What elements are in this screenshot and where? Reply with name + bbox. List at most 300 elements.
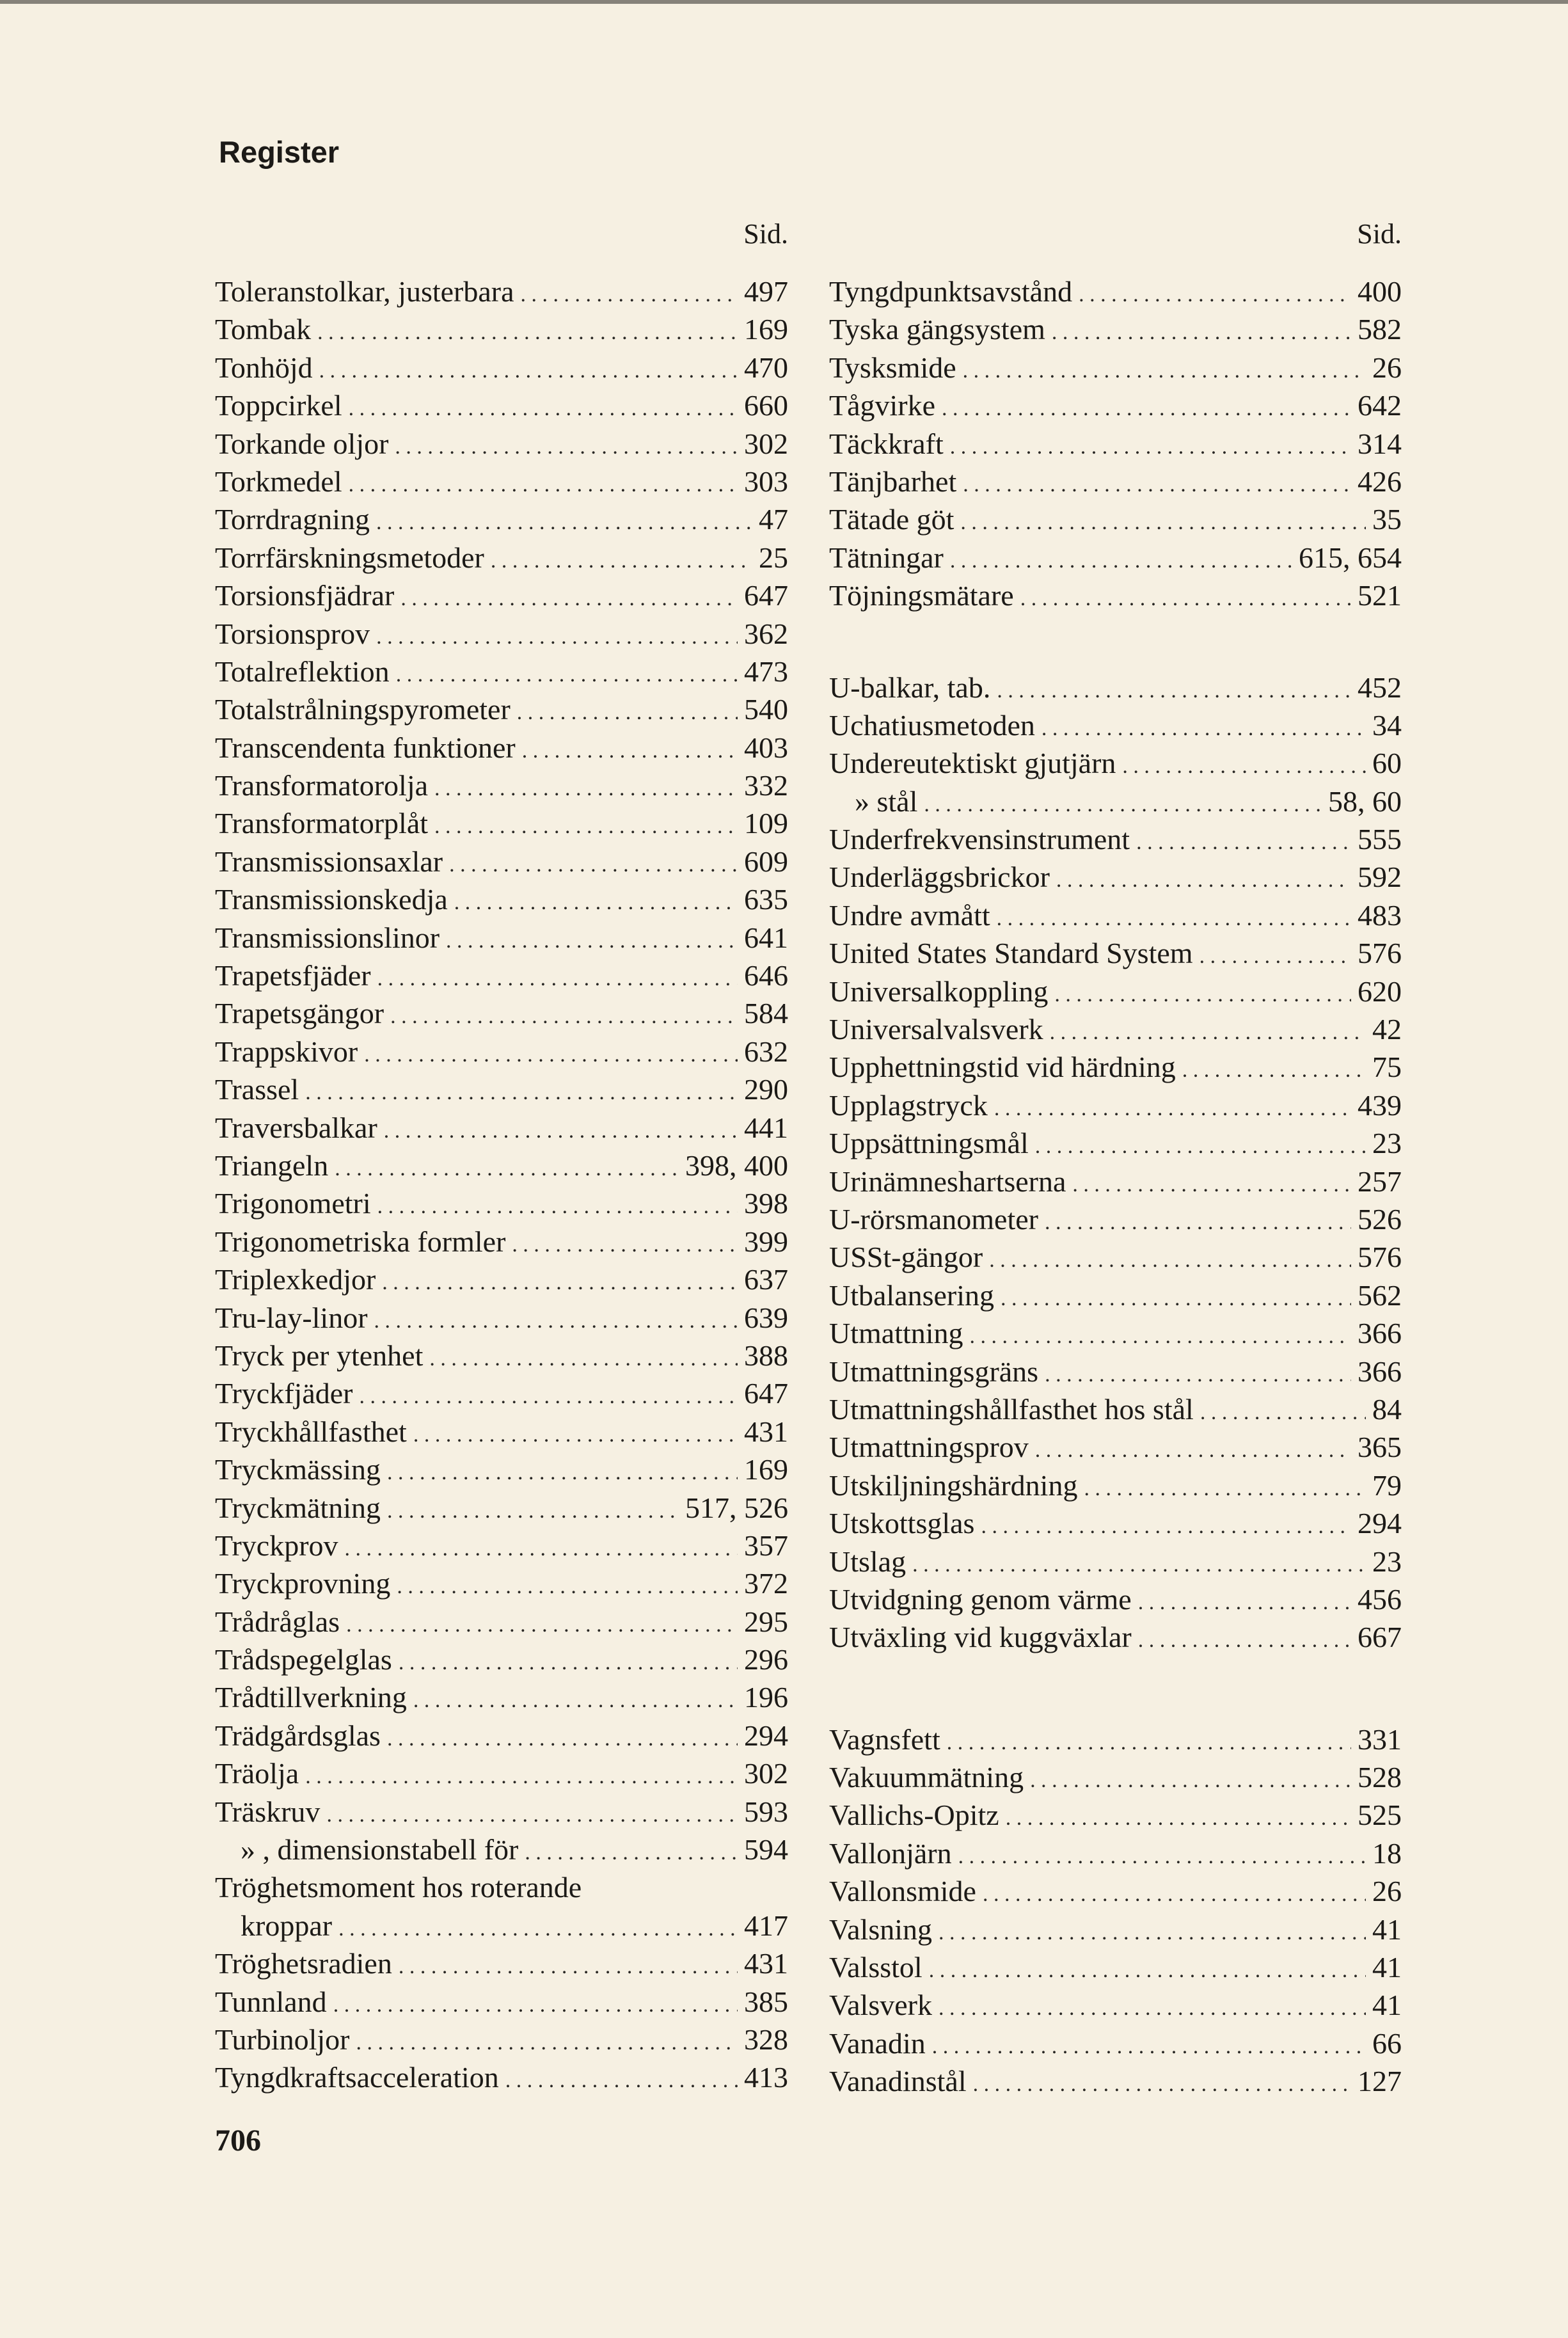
index-term: Tryckmätning [215,1491,381,1524]
index-term: Valsning [829,1913,932,1946]
index-term: Tryckfjäder [215,1377,353,1410]
index-entry [829,1428,1402,1466]
index-entry [215,994,788,1032]
index-entry [215,1451,788,1488]
index-term: Tyska gängsystem [829,313,1045,346]
index-term: Tryckhållfasthet [215,1415,407,1448]
dot-leader [434,807,738,842]
index-entry [829,896,1402,934]
dot-leader [413,1416,738,1451]
dot-leader [947,1724,1351,1758]
index-page-ref: 637 [744,1263,788,1296]
dot-leader [390,998,738,1032]
dot-leader [346,1606,738,1641]
index-page-ref: 497 [744,275,788,308]
dot-leader [938,1914,1366,1948]
dot-leader [1072,1166,1351,1200]
dot-leader [958,1838,1366,1872]
index-page-ref: 426 [1358,465,1402,498]
index-entry [829,820,1402,858]
index-term: Träolja [215,1757,299,1790]
index-entry [829,783,1402,820]
index-term: Utmattningsgräns [829,1355,1039,1388]
index-entry [829,1872,1402,1910]
dot-leader [349,390,738,424]
index-entry [215,349,788,386]
index-page-ref: 517, 526 [685,1491,788,1524]
index-page-ref: 615, 654 [1299,541,1402,574]
index-entry [829,1758,1402,1796]
index-page-ref: 41 [1372,1913,1402,1946]
index-page-ref: 593 [744,1795,788,1828]
index-term: Tombak [215,313,312,346]
index-entry [829,349,1402,386]
index-page-ref: 290 [744,1073,788,1106]
index-page-ref: 296 [744,1643,788,1676]
index-page-ref: 365 [1358,1431,1402,1464]
index-entry [829,858,1402,896]
index-term: USSt-gängor [829,1241,983,1274]
index-entry [215,843,788,880]
index-entry [215,539,788,577]
index-entry [829,1276,1402,1314]
index-page-ref: 127 [1358,2065,1402,2098]
index-group-v [829,1721,1402,2101]
dot-leader [305,1074,738,1108]
index-page-ref: 58, 60 [1328,784,1402,818]
index-page-ref: 647 [744,579,788,612]
index-term: Universalvalsverk [829,1013,1043,1046]
index-page-ref: 456 [1358,1582,1402,1616]
dot-leader [374,1302,738,1337]
index-entry [215,2058,788,2096]
index-term: Valsstol [829,1951,923,1984]
index-entry [215,880,788,918]
index-term: Totalreflektion [215,655,390,688]
dot-leader [1001,1280,1351,1314]
index-page-ref: 667 [1358,1621,1402,1654]
index-page-ref: 483 [1358,898,1402,932]
dot-leader [1020,580,1351,614]
index-page-ref: 521 [1358,579,1402,612]
dot-leader [335,1150,679,1184]
index-entry [829,1911,1402,1948]
dot-leader [377,1188,738,1222]
index-entry [215,1717,788,1754]
dot-leader [1052,314,1351,348]
index-entry [215,1184,788,1222]
dot-leader [950,428,1351,463]
index-term: Vagnsfett [829,1722,940,1756]
index-term: Tågvirke [829,389,936,422]
index-page-ref: 562 [1358,1278,1402,1312]
dot-leader [963,466,1351,500]
dot-leader [446,922,738,957]
index-list-left [215,273,788,2097]
dot-leader [384,1112,738,1147]
dot-leader [505,2062,738,2096]
index-entry [215,273,788,310]
dot-leader [376,504,752,538]
index-entry [215,1260,788,1298]
index-term: Utmattning [829,1317,963,1350]
dot-leader [359,1378,738,1412]
index-page-ref: 23 [1372,1545,1402,1578]
dot-leader [387,1454,738,1488]
index-page-ref: 526 [1358,1202,1402,1236]
index-page-ref: 594 [744,1833,788,1866]
index-page-ref: 302 [744,1757,788,1790]
index-column-right [829,215,1402,2101]
dot-leader [429,1340,738,1374]
index-page-ref: 582 [1358,313,1402,346]
index-entry [215,1033,788,1070]
index-entry [215,1983,788,2021]
index-term: U-balkar, tab. [829,671,991,704]
index-page-ref: 109 [744,807,788,840]
index-term: Undre avmått [829,898,990,932]
dot-leader [938,1989,1366,2024]
index-term: Utmattningsprov [829,1431,1029,1464]
dot-leader [387,1720,738,1754]
dot-leader [989,1241,1351,1276]
dot-leader [1006,1799,1351,1834]
index-term: Upplagstryck [829,1088,988,1122]
index-entry [215,1944,788,1982]
index-term: Urinämneshartserna [829,1165,1066,1198]
index-entry [829,1390,1402,1428]
index-page-ref: 620 [1358,974,1402,1008]
index-term: Töjningsmätare [829,579,1014,612]
index-page-ref: 660 [744,389,788,422]
index-page-ref: 26 [1372,1875,1402,1908]
index-term: Toleranstolkar, justerbara [215,275,514,308]
index-page-ref: 84 [1372,1392,1402,1426]
index-page-ref: 196 [744,1681,788,1714]
dot-leader [491,542,752,577]
index-entry [215,653,788,690]
index-term: Trigonometri [215,1187,371,1220]
index-entry [829,1834,1402,1872]
index-entry [215,919,788,957]
index-page-ref: 302 [744,427,788,460]
index-page-ref: 399 [744,1225,788,1258]
dot-leader [400,580,738,614]
index-term: Triangeln [215,1149,329,1182]
index-entry [829,1580,1402,1618]
index-term: Tröghetsradien [215,1947,392,1980]
dot-leader [960,504,1366,538]
index-term: Tyngdpunktsavstånd [829,275,1073,308]
dot-leader [364,1036,738,1070]
index-term: U-rörsmanometer [829,1202,1038,1236]
index-term: Tyngdkraftsacceleration [215,2061,499,2094]
index-term: Utskottsglas [829,1507,975,1540]
index-term: Tunnland [215,1985,327,2018]
index-entry [215,425,788,463]
index-page-ref: 385 [744,1985,788,2018]
dot-leader [942,390,1351,424]
dot-leader [963,352,1366,386]
index-entry [215,1147,788,1184]
index-term: Tonhöjd [215,351,313,384]
index-term: Torrdragning [215,503,370,536]
index-page-ref: 362 [744,617,788,650]
index-term: Utslag [829,1545,907,1578]
dot-leader [1182,1051,1366,1086]
page-heading: Register [219,135,340,169]
dot-leader [454,884,738,918]
index-page-ref: 18 [1372,1836,1402,1870]
dot-leader [449,846,738,880]
index-page-ref: 398 [744,1187,788,1220]
index-page-ref: 294 [1358,1507,1402,1540]
index-term: » , dimensionstabell för [241,1833,519,1866]
index-term: United States Standard System [829,937,1193,970]
index-term: Totalstrålningspyrometer [215,693,511,726]
index-entry [829,1353,1402,1390]
index-term: Transformatorolja [215,769,429,802]
dot-leader [932,2028,1366,2062]
index-page-ref: 294 [744,1719,788,1752]
dot-leader [396,656,738,690]
index-term: Tätade göt [829,503,954,536]
index-term: Vanadin [829,2026,926,2060]
index-page-ref: 632 [744,1035,788,1068]
index-page-ref: 592 [1358,861,1402,894]
index-entry [829,1948,1402,1986]
dot-leader [1138,1621,1351,1656]
index-entry [829,1314,1402,1352]
dot-leader [1041,710,1366,744]
index-entry [829,1504,1402,1542]
index-entry [215,1109,788,1147]
index-term: Torkmedel [215,465,342,498]
page-top-edge [0,0,1568,4]
index-term: Torsionsfjädrar [215,579,395,612]
index-entry [215,1299,788,1337]
index-page-ref: 452 [1358,671,1402,704]
index-term: Tru-lay-linor [215,1301,368,1334]
dot-leader [338,1910,738,1944]
index-term: Trådspegelglas [215,1643,392,1676]
dot-leader [521,276,738,310]
index-page-ref: 528 [1358,1761,1402,1794]
index-column-left [215,215,788,2097]
index-entry [829,2062,1402,2100]
index-entry [215,1374,788,1412]
dot-leader [319,352,738,386]
index-page-ref: 642 [1358,389,1402,422]
index-page-ref: 576 [1358,937,1402,970]
index-term: Vakuummätning [829,1761,1024,1794]
index-page-ref: 555 [1358,823,1402,856]
index-term: Tysksmide [829,351,956,384]
dot-leader [1079,276,1351,310]
index-page-ref: 23 [1372,1127,1402,1160]
index-page-ref: 26 [1372,351,1402,384]
dot-leader [399,1644,738,1678]
index-page-ref: 42 [1372,1013,1402,1046]
index-entry [215,729,788,767]
index-entry [829,425,1402,463]
dot-leader [395,428,738,463]
dot-leader [1050,1014,1366,1048]
index-term: Tänjbarhet [829,465,957,498]
index-term: Traversbalkar [215,1111,377,1144]
index-term: Täckkraft [829,427,944,460]
index-page-ref: 609 [744,845,788,878]
index-term: Trassel [215,1073,299,1106]
index-entry [829,1124,1402,1162]
dot-leader [376,618,738,653]
index-term: Uchatiusmetoden [829,708,1035,742]
index-term: Tryckmässing [215,1453,381,1486]
index-term: Transmissionskedja [215,883,448,916]
index-term: Trådtillverkning [215,1681,407,1714]
index-entry [215,804,788,842]
index-page-ref: 25 [759,541,788,574]
index-entry [829,539,1402,577]
index-page-ref: 169 [744,1453,788,1486]
index-term: Torkande oljor [215,427,389,460]
dot-leader [397,1568,738,1602]
index-entry [829,386,1402,424]
index-page-ref: 35 [1372,503,1402,536]
dot-leader [387,1492,679,1527]
dot-leader [377,960,738,994]
dot-leader [997,672,1351,706]
dot-leader [305,1758,738,1792]
index-entry [829,577,1402,614]
index-entry [215,386,788,424]
index-term: Toppcirkel [215,389,342,422]
index-entry [215,1754,788,1792]
dot-leader [517,694,738,728]
index-term: Triplexkedjor [215,1263,376,1296]
index-entry [829,744,1402,782]
index-entry [829,310,1402,348]
index-entry [829,1163,1402,1200]
index-page-ref: 328 [744,2023,788,2056]
index-entry [215,310,788,348]
index-page-ref: 66 [1372,2026,1402,2060]
index-entry [215,463,788,500]
dot-leader [522,732,738,767]
index-page-ref: 366 [1358,1355,1402,1388]
index-term: Utmattningshållfasthet hos stål [829,1392,1194,1426]
index-page-ref: 400 [1358,275,1402,308]
index-entry [215,577,788,614]
index-term: Trapetsfjäder [215,959,371,992]
index-page-ref: 295 [744,1605,788,1638]
index-page-ref: 314 [1358,427,1402,460]
index-term: Vallonjärn [829,1836,952,1870]
index-term: Upphettningstid vid härdning [829,1051,1176,1084]
group-spacer [829,615,1402,669]
index-term: Transmissionslinor [215,921,440,954]
dot-leader [1054,976,1351,1010]
index-entry [829,1986,1402,2024]
index-term: Torsionsprov [215,617,370,650]
dot-leader [973,2065,1351,2100]
index-entry [829,1010,1402,1048]
index-entry [215,2021,788,2058]
index-page-ref: 331 [1358,1722,1402,1756]
dot-leader [994,1090,1351,1124]
dot-leader [1056,861,1351,896]
dot-leader [1136,823,1351,858]
index-entry [215,1564,788,1602]
index-entry [829,1048,1402,1086]
index-page-ref: 372 [744,1567,788,1600]
index-page-ref: 34 [1372,708,1402,742]
dot-leader [382,1264,738,1298]
index-page-ref: 357 [744,1529,788,1562]
index-entry [215,1603,788,1641]
dot-leader [1138,1584,1351,1618]
index-page-ref: 60 [1372,747,1402,780]
index-page-ref: 75 [1372,1051,1402,1084]
index-page-ref: 303 [744,465,788,498]
index-entry [215,1070,788,1108]
index-term: Vallichs-Opitz [829,1799,999,1832]
index-entry [829,1467,1402,1504]
index-entry [215,690,788,728]
index-page-ref: 79 [1372,1468,1402,1502]
index-term: » stål [855,784,918,818]
index-entry [215,767,788,804]
dot-leader [1030,1761,1351,1796]
index-term: Vallonsmide [829,1875,976,1908]
dot-leader [1084,1470,1366,1504]
index-page-ref: 525 [1358,1799,1402,1832]
index-entry [829,1796,1402,1834]
index-entry [215,957,788,994]
sid-label-left: Sid. [743,218,788,250]
index-page-ref: 47 [759,503,788,536]
index-term: Utbalansering [829,1278,995,1312]
index-page-ref: 431 [744,1415,788,1448]
sid-label-right: Sid. [1357,218,1402,250]
index-term: Transmissionsaxlar [215,845,443,878]
index-entry [829,2024,1402,2062]
dot-leader [356,2024,738,2058]
dot-leader [1200,1394,1366,1428]
dot-leader [399,1948,738,1982]
index-page-ref: 635 [744,883,788,916]
index-entry [829,669,1402,706]
index-entry [215,1527,788,1564]
index-page-ref: 470 [744,351,788,384]
group-spacer [829,1657,1402,1721]
index-page-ref: 639 [744,1301,788,1334]
index-term: Torrfärskningsmetoder [215,541,484,574]
index-entry [829,706,1402,744]
index-entry [215,500,788,538]
index-term: Trapetsgängor [215,997,384,1030]
index-group-u [829,669,1402,1657]
index-entry [829,1238,1402,1276]
index-entry [829,500,1402,538]
dot-leader [525,1834,738,1868]
index-term: Utskiljningshärdning [829,1468,1078,1502]
index-entry [215,1678,788,1716]
index-term: Utväxling vid kuggväxlar [829,1621,1132,1654]
dot-leader [413,1682,738,1716]
dot-leader [1122,747,1366,782]
index-term: Underfrekvensinstrument [829,823,1130,856]
